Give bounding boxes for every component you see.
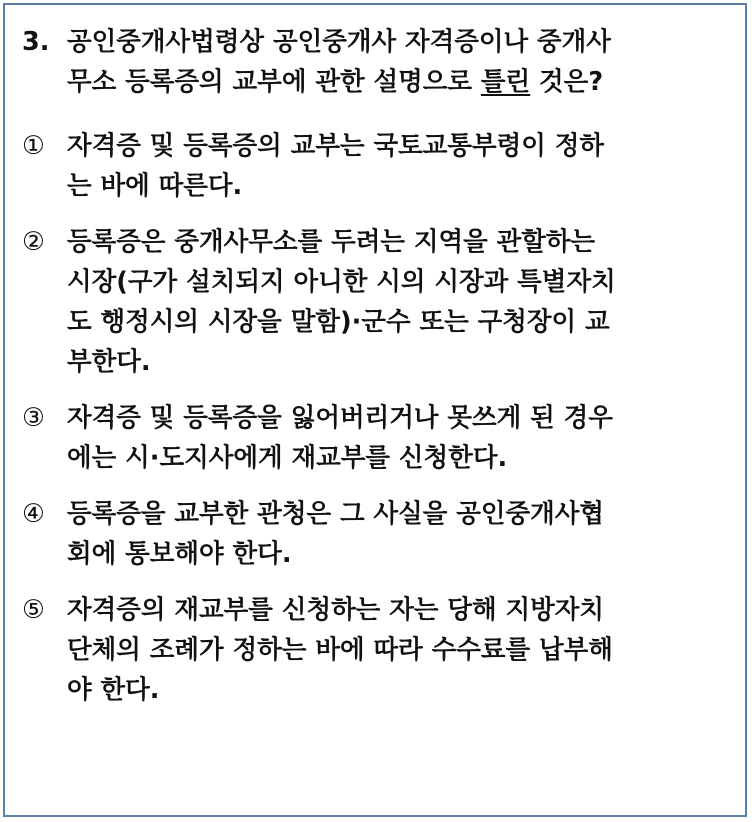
choice-marker: ① bbox=[22, 131, 45, 161]
choice-marker: ⑤ bbox=[22, 595, 45, 625]
underlined-keyword: 틀린 bbox=[480, 67, 531, 97]
choice-5 bbox=[22, 590, 613, 710]
choice-line: 등록증을 교부한 관청은 그 사실을 공인중개사협 bbox=[67, 499, 605, 529]
choice-4 bbox=[22, 494, 604, 574]
choice-line: 부한다. bbox=[67, 347, 151, 377]
choice-2 bbox=[22, 222, 616, 382]
choice-line: 야 한다. bbox=[67, 675, 160, 705]
choice-line: 회에 통보해야 한다. bbox=[67, 539, 292, 569]
choice-line: 단체의 조례가 정하는 바에 따라 수수료를 납부해 bbox=[67, 635, 613, 665]
choice-line: 자격증의 재교부를 신청하는 자는 당해 지방자치 bbox=[67, 595, 605, 625]
question-stem bbox=[22, 22, 611, 102]
choice-line: 자격증 및 등록증의 교부는 국토교통부령이 정하 bbox=[67, 131, 605, 161]
question-number: 3. bbox=[22, 27, 50, 57]
question-text-line-1: 공인중개사법령상 공인중개사 자격증이나 중개사 bbox=[67, 27, 611, 57]
choice-marker: ③ bbox=[22, 403, 45, 433]
choice-line: 시장(구가 설치되지 아니한 시의 시장과 특별자치 bbox=[67, 267, 616, 297]
question-text-line-2: 무소 등록증의 교부에 관한 설명으로 틀린 것은? bbox=[67, 67, 604, 97]
choice-1 bbox=[22, 126, 604, 206]
choice-line: 는 바에 따른다. bbox=[67, 171, 243, 201]
choice-3 bbox=[22, 398, 613, 478]
choice-marker: ④ bbox=[22, 499, 45, 529]
choice-line: 자격증 및 등록증을 잃어버리거나 못쓰게 된 경우 bbox=[67, 403, 613, 433]
choice-marker: ② bbox=[22, 227, 45, 257]
choice-line: 에는 시·도지사에게 재교부를 신청한다. bbox=[67, 443, 508, 473]
choice-line: 도 행정시의 시장을 말함)·군수 또는 구청장이 교 bbox=[67, 307, 610, 337]
choice-line: 등록증은 중개사무소를 두려는 지역을 관할하는 bbox=[67, 227, 596, 257]
